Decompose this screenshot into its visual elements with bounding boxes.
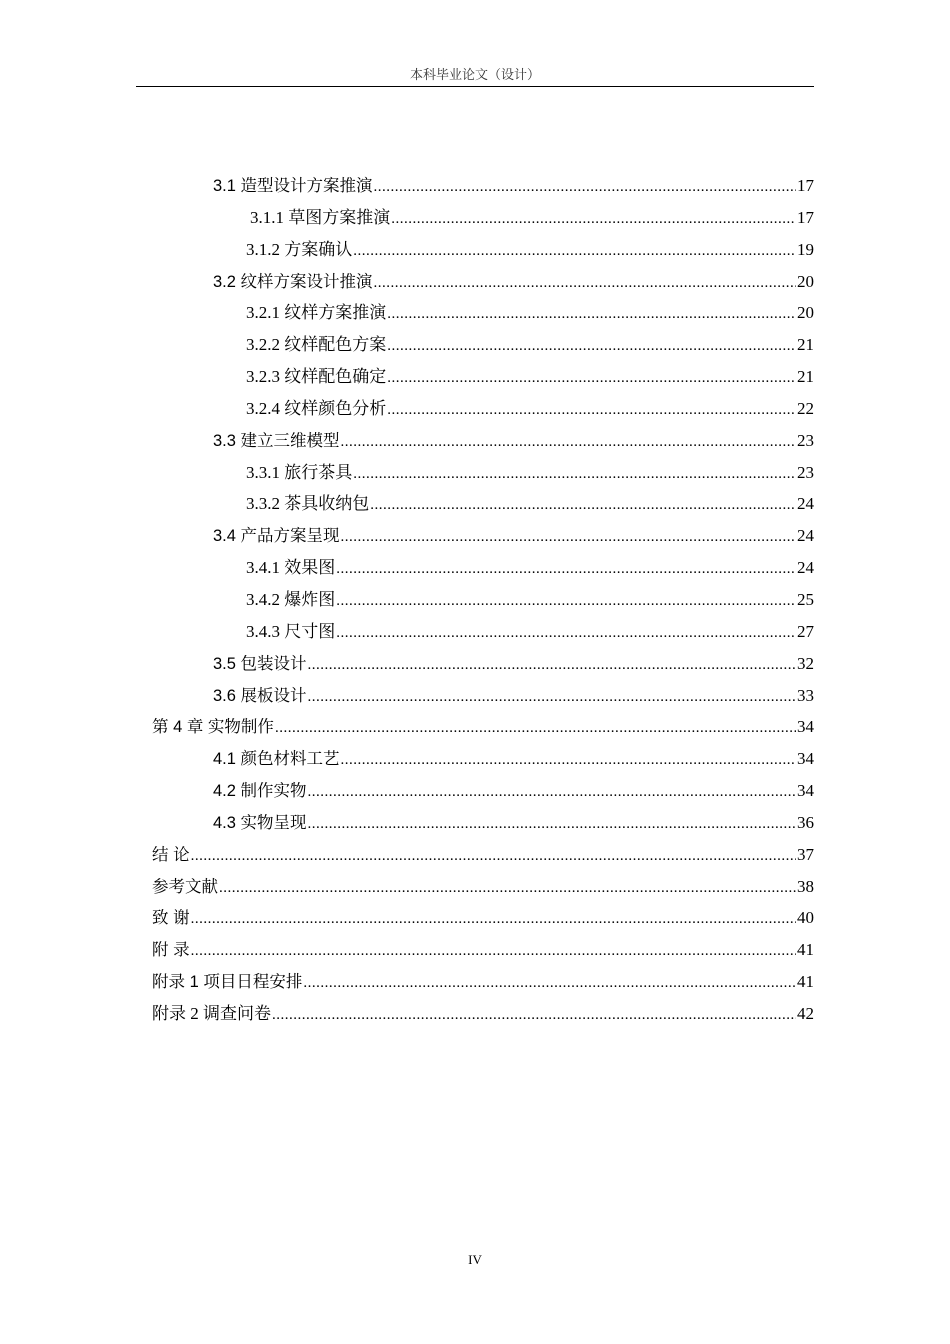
- toc-entry-page: 23: [797, 430, 814, 450]
- toc-entry-page: 20: [797, 271, 814, 291]
- toc-dot-leader: [191, 841, 796, 873]
- toc-dot-leader: [341, 745, 796, 777]
- page-number: IV: [468, 1252, 482, 1267]
- toc-dot-leader: [341, 522, 796, 554]
- toc-entry-page: 41: [797, 940, 814, 960]
- toc-entry-page: 34: [797, 717, 814, 737]
- toc-entry[interactable]: [152, 871, 814, 903]
- toc-entry[interactable]: [152, 457, 814, 489]
- toc-entry-title: 3.2.1 纹样方案推演: [246, 303, 387, 323]
- toc-entry-title: 3.1.2 方案确认: [246, 239, 353, 259]
- toc-entry-title: 4.1 颜色材料工艺: [213, 750, 340, 769]
- header-title: 本科毕业论文（设计）: [409, 67, 540, 82]
- toc-entry-title: 3.4.3 尺寸图: [246, 621, 336, 641]
- toc-dot-leader: [391, 204, 796, 236]
- toc-dot-leader: [272, 1000, 796, 1032]
- toc-entry-page: 41: [797, 972, 814, 992]
- toc-dot-leader: [308, 809, 796, 841]
- toc-entry-title: 3.4 产品方案呈现: [213, 527, 340, 546]
- toc-entry[interactable]: [152, 297, 814, 329]
- toc-entry-page: 33: [797, 685, 814, 705]
- toc-dot-leader: [336, 586, 796, 618]
- toc-entry-title: 3.2 纹样方案设计推演: [213, 272, 373, 291]
- toc-entry-title: 3.6 展板设计: [213, 686, 307, 705]
- toc-entry[interactable]: [152, 520, 814, 552]
- toc-entry[interactable]: [152, 202, 814, 234]
- toc-dot-leader: [275, 713, 796, 745]
- toc-entry[interactable]: [152, 902, 814, 934]
- toc-entry-title: 附 录: [152, 941, 190, 960]
- toc-dot-leader: [303, 968, 796, 1000]
- toc-dot-leader: [341, 427, 796, 459]
- toc-entry[interactable]: [152, 584, 814, 616]
- toc-entry-title: 3.4.2 爆炸图: [246, 589, 336, 609]
- toc-entry-title: 3.1.1 草图方案推演: [250, 207, 391, 227]
- toc-entry[interactable]: [152, 552, 814, 584]
- toc-dot-leader: [191, 904, 796, 936]
- toc-dot-leader: [387, 331, 796, 363]
- toc-entry-title: 3.4.1 效果图: [246, 558, 336, 578]
- toc-entry[interactable]: [152, 616, 814, 648]
- toc-entry-page: 34: [797, 749, 814, 769]
- toc-dot-leader: [387, 299, 796, 331]
- toc-dot-leader: [387, 363, 796, 395]
- toc-dot-leader: [374, 172, 796, 204]
- toc-dot-leader: [308, 682, 796, 714]
- toc-entry-title: 3.2.3 纹样配色确定: [246, 367, 387, 387]
- toc-entry-title: 附录 1 项目日程安排: [152, 973, 303, 992]
- toc-entry-title: 3.5 包装设计: [213, 654, 307, 673]
- toc-entry-page: 19: [797, 239, 814, 259]
- toc-entry-title: 4.3 实物呈现: [213, 813, 307, 832]
- toc-entry[interactable]: [152, 234, 814, 266]
- toc-entry[interactable]: [152, 488, 814, 520]
- toc-entry-page: 36: [797, 812, 814, 832]
- toc-entry-page: 21: [797, 367, 814, 387]
- toc-entry-page: 34: [797, 781, 814, 801]
- toc-entry-title: 附录 2 调查问卷: [152, 1003, 271, 1023]
- toc-entry[interactable]: [152, 425, 814, 457]
- page-header: [136, 66, 814, 87]
- toc-entry-title: 结 论: [152, 845, 190, 864]
- toc-entry-page: 37: [797, 844, 814, 864]
- toc-entry[interactable]: [152, 329, 814, 361]
- toc-entry-title: 3.1 造型设计方案推演: [213, 177, 373, 195]
- toc-entry-page: 22: [797, 398, 814, 418]
- toc-entry-page: 27: [797, 621, 814, 641]
- toc-entry[interactable]: [152, 361, 814, 393]
- toc-entry-title: 4.2 制作实物: [213, 782, 307, 801]
- toc-entry-title: 3.3.1 旅行茶具: [246, 462, 353, 482]
- toc-entry-page: 17: [797, 207, 814, 227]
- toc-entry-page: 32: [797, 653, 814, 673]
- toc-entry-page: 23: [797, 462, 814, 482]
- toc-entry-page: 24: [797, 494, 814, 514]
- toc-dot-leader: [191, 936, 796, 968]
- toc-entry-page: 17: [797, 176, 814, 195]
- toc-dot-leader: [374, 268, 796, 300]
- toc-dot-leader: [336, 618, 796, 650]
- toc-entry[interactable]: [152, 711, 814, 743]
- toc-entry[interactable]: [152, 998, 814, 1030]
- toc-entry[interactable]: [152, 775, 814, 807]
- toc-entry[interactable]: [152, 839, 814, 871]
- toc-entry-title: 3.2.2 纹样配色方案: [246, 335, 387, 355]
- toc-entry-title: 致 谢: [152, 909, 190, 928]
- toc-dot-leader: [353, 459, 796, 491]
- toc-entry-page: 40: [797, 908, 814, 928]
- table-of-contents: [152, 170, 814, 1030]
- toc-dot-leader: [336, 554, 796, 586]
- toc-entry[interactable]: [152, 807, 814, 839]
- toc-entry-page: 24: [797, 526, 814, 546]
- toc-entry-title: 3.3.2 茶具收纳包: [246, 494, 370, 514]
- toc-dot-leader: [308, 777, 796, 809]
- toc-entry-title: 第 4 章 实物制作: [152, 718, 274, 737]
- toc-dot-leader: [353, 236, 796, 268]
- toc-entry[interactable]: [152, 266, 814, 298]
- toc-entry-page: 24: [797, 558, 814, 578]
- toc-dot-leader: [370, 490, 796, 522]
- toc-entry[interactable]: [152, 648, 814, 680]
- toc-entry[interactable]: [152, 934, 814, 966]
- toc-entry[interactable]: [152, 743, 814, 775]
- page-footer: [0, 1252, 950, 1268]
- toc-entry-title: 3.3 建立三维模型: [213, 431, 340, 450]
- toc-entry[interactable]: [152, 170, 814, 202]
- toc-entry[interactable]: [152, 966, 814, 998]
- toc-entry-page: 25: [797, 589, 814, 609]
- toc-entry-title: 3.2.4 纹样颜色分析: [246, 398, 387, 418]
- toc-entry-page: 20: [797, 303, 814, 323]
- toc-entry-title: 参考文献: [152, 877, 218, 896]
- toc-entry[interactable]: [152, 393, 814, 425]
- toc-dot-leader: [308, 650, 796, 682]
- toc-dot-leader: [387, 395, 796, 427]
- toc-entry-page: 21: [797, 335, 814, 355]
- toc-entry-page: 38: [797, 876, 814, 896]
- toc-entry-page: 42: [797, 1003, 814, 1023]
- toc-entry[interactable]: [152, 680, 814, 712]
- toc-dot-leader: [219, 873, 796, 905]
